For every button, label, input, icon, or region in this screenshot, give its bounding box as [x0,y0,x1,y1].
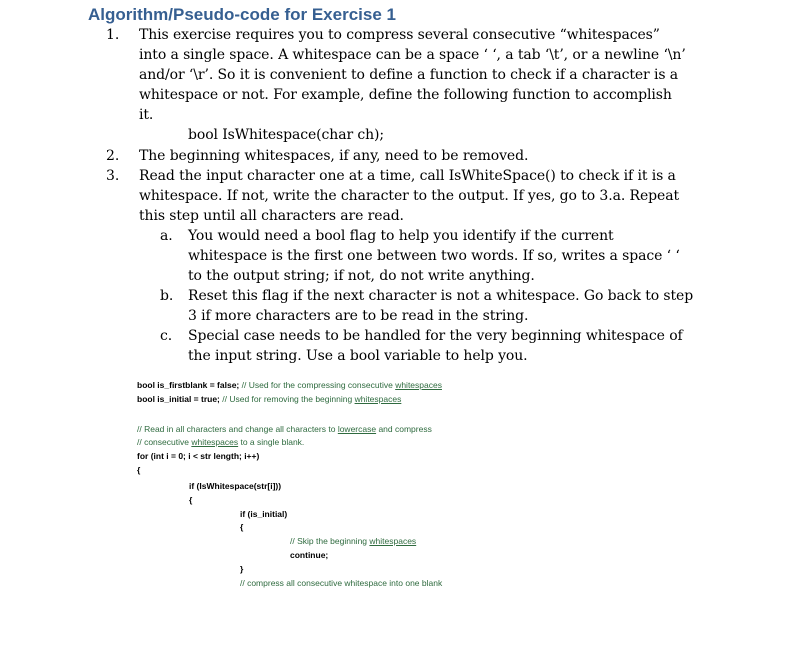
code-comment: whitespaces [191,437,239,447]
step-line: and/or ‘\r’. So it is convenient to define a function to check if a character is a [139,67,679,83]
page-title: Algorithm/Pseudo-code for Exercise 1 [88,5,396,24]
code-text: continue; [290,550,329,560]
code-comment: // Used for removing the beginning [222,394,355,404]
code-line [240,578,442,588]
code-line [137,437,304,447]
step-line: Read the input character one at a time, call IsWhiteSpace() to check if it is a [139,168,676,184]
step-line: it. [139,107,154,123]
step-line: The beginning whitespaces, if any, need to be removed. [139,148,529,164]
code-line [189,481,281,491]
code-comment: lowercase [337,424,377,434]
step-line: into a single space. A whitespace can be a space ‘ ‘, a tab ‘\t’, or a newline ‘\n’ [139,47,686,63]
code-comment: // compress all consecutive whitespace into one blank [240,578,443,588]
code-text: if (IsWhitespace(str[i])) [189,481,282,491]
step-line: This exercise requires you to compress several consecutive “whitespaces” [139,27,660,43]
substep-line: whitespace is the first one between two words. If so, writes a space ‘ ‘ [188,248,680,264]
step-number: 1. [106,27,120,43]
code-line [137,380,442,390]
substep-letter: a. [160,228,173,244]
code-comment: // Read in all characters and change all characters to [137,424,338,434]
code-comment: and compress [376,424,432,434]
function-signature: bool IsWhitespace(char ch); [188,127,385,143]
substep-line: Special case needs to be handled for the very beginning whitespace of [188,328,683,344]
code-text: { [189,495,193,505]
code-line [137,451,259,461]
code-text: for (int i = 0; i < str length; i++) [137,451,260,461]
code-line [137,465,140,475]
step-number: 2. [106,148,120,164]
substep-line: the input string. Use a bool variable to help you. [188,348,528,364]
code-comment: // Used for the compressing consecutive [241,380,396,390]
code-line [290,550,328,560]
code-text: { [137,465,141,475]
code-comment: // consecutive [137,437,192,447]
substep-line: 3 if more characters are to be read in the string. [188,308,529,324]
code-line [189,495,192,505]
code-text: { [240,522,244,532]
code-line [240,564,243,574]
code-line [137,424,432,434]
substep-line: Reset this flag if the next character is not a whitespace. Go back to step [188,288,694,304]
step-line: whitespace. If not, write the character to the output. If yes, go to 3.a. Repeat [139,188,679,204]
code-text: if (is_initial) [240,509,288,519]
step-number: 3. [106,168,120,184]
code-comment: whitespaces [395,380,442,390]
code-line [240,522,243,532]
code-line [290,536,416,546]
code-text: bool is_initial = true; [137,394,223,404]
substep-line: to the output string; if not, do not write anything. [188,268,535,284]
code-comment: to a single blank. [238,437,305,447]
substep-letter: c. [160,328,173,344]
code-text: } [240,564,244,574]
step-line: this step until all characters are read. [139,208,404,224]
code-comment: whitespaces [369,536,417,546]
code-line [240,509,287,519]
substep-letter: b. [160,288,174,304]
code-line [137,394,401,404]
code-comment: whitespaces [354,394,402,404]
code-comment: // Skip the beginning [290,536,370,546]
step-line: whitespace or not. For example, define the following function to accomplish [139,87,672,103]
code-text: bool is_firstblank = false; [137,380,242,390]
substep-line: You would need a bool flag to help you identify if the current [188,228,614,244]
